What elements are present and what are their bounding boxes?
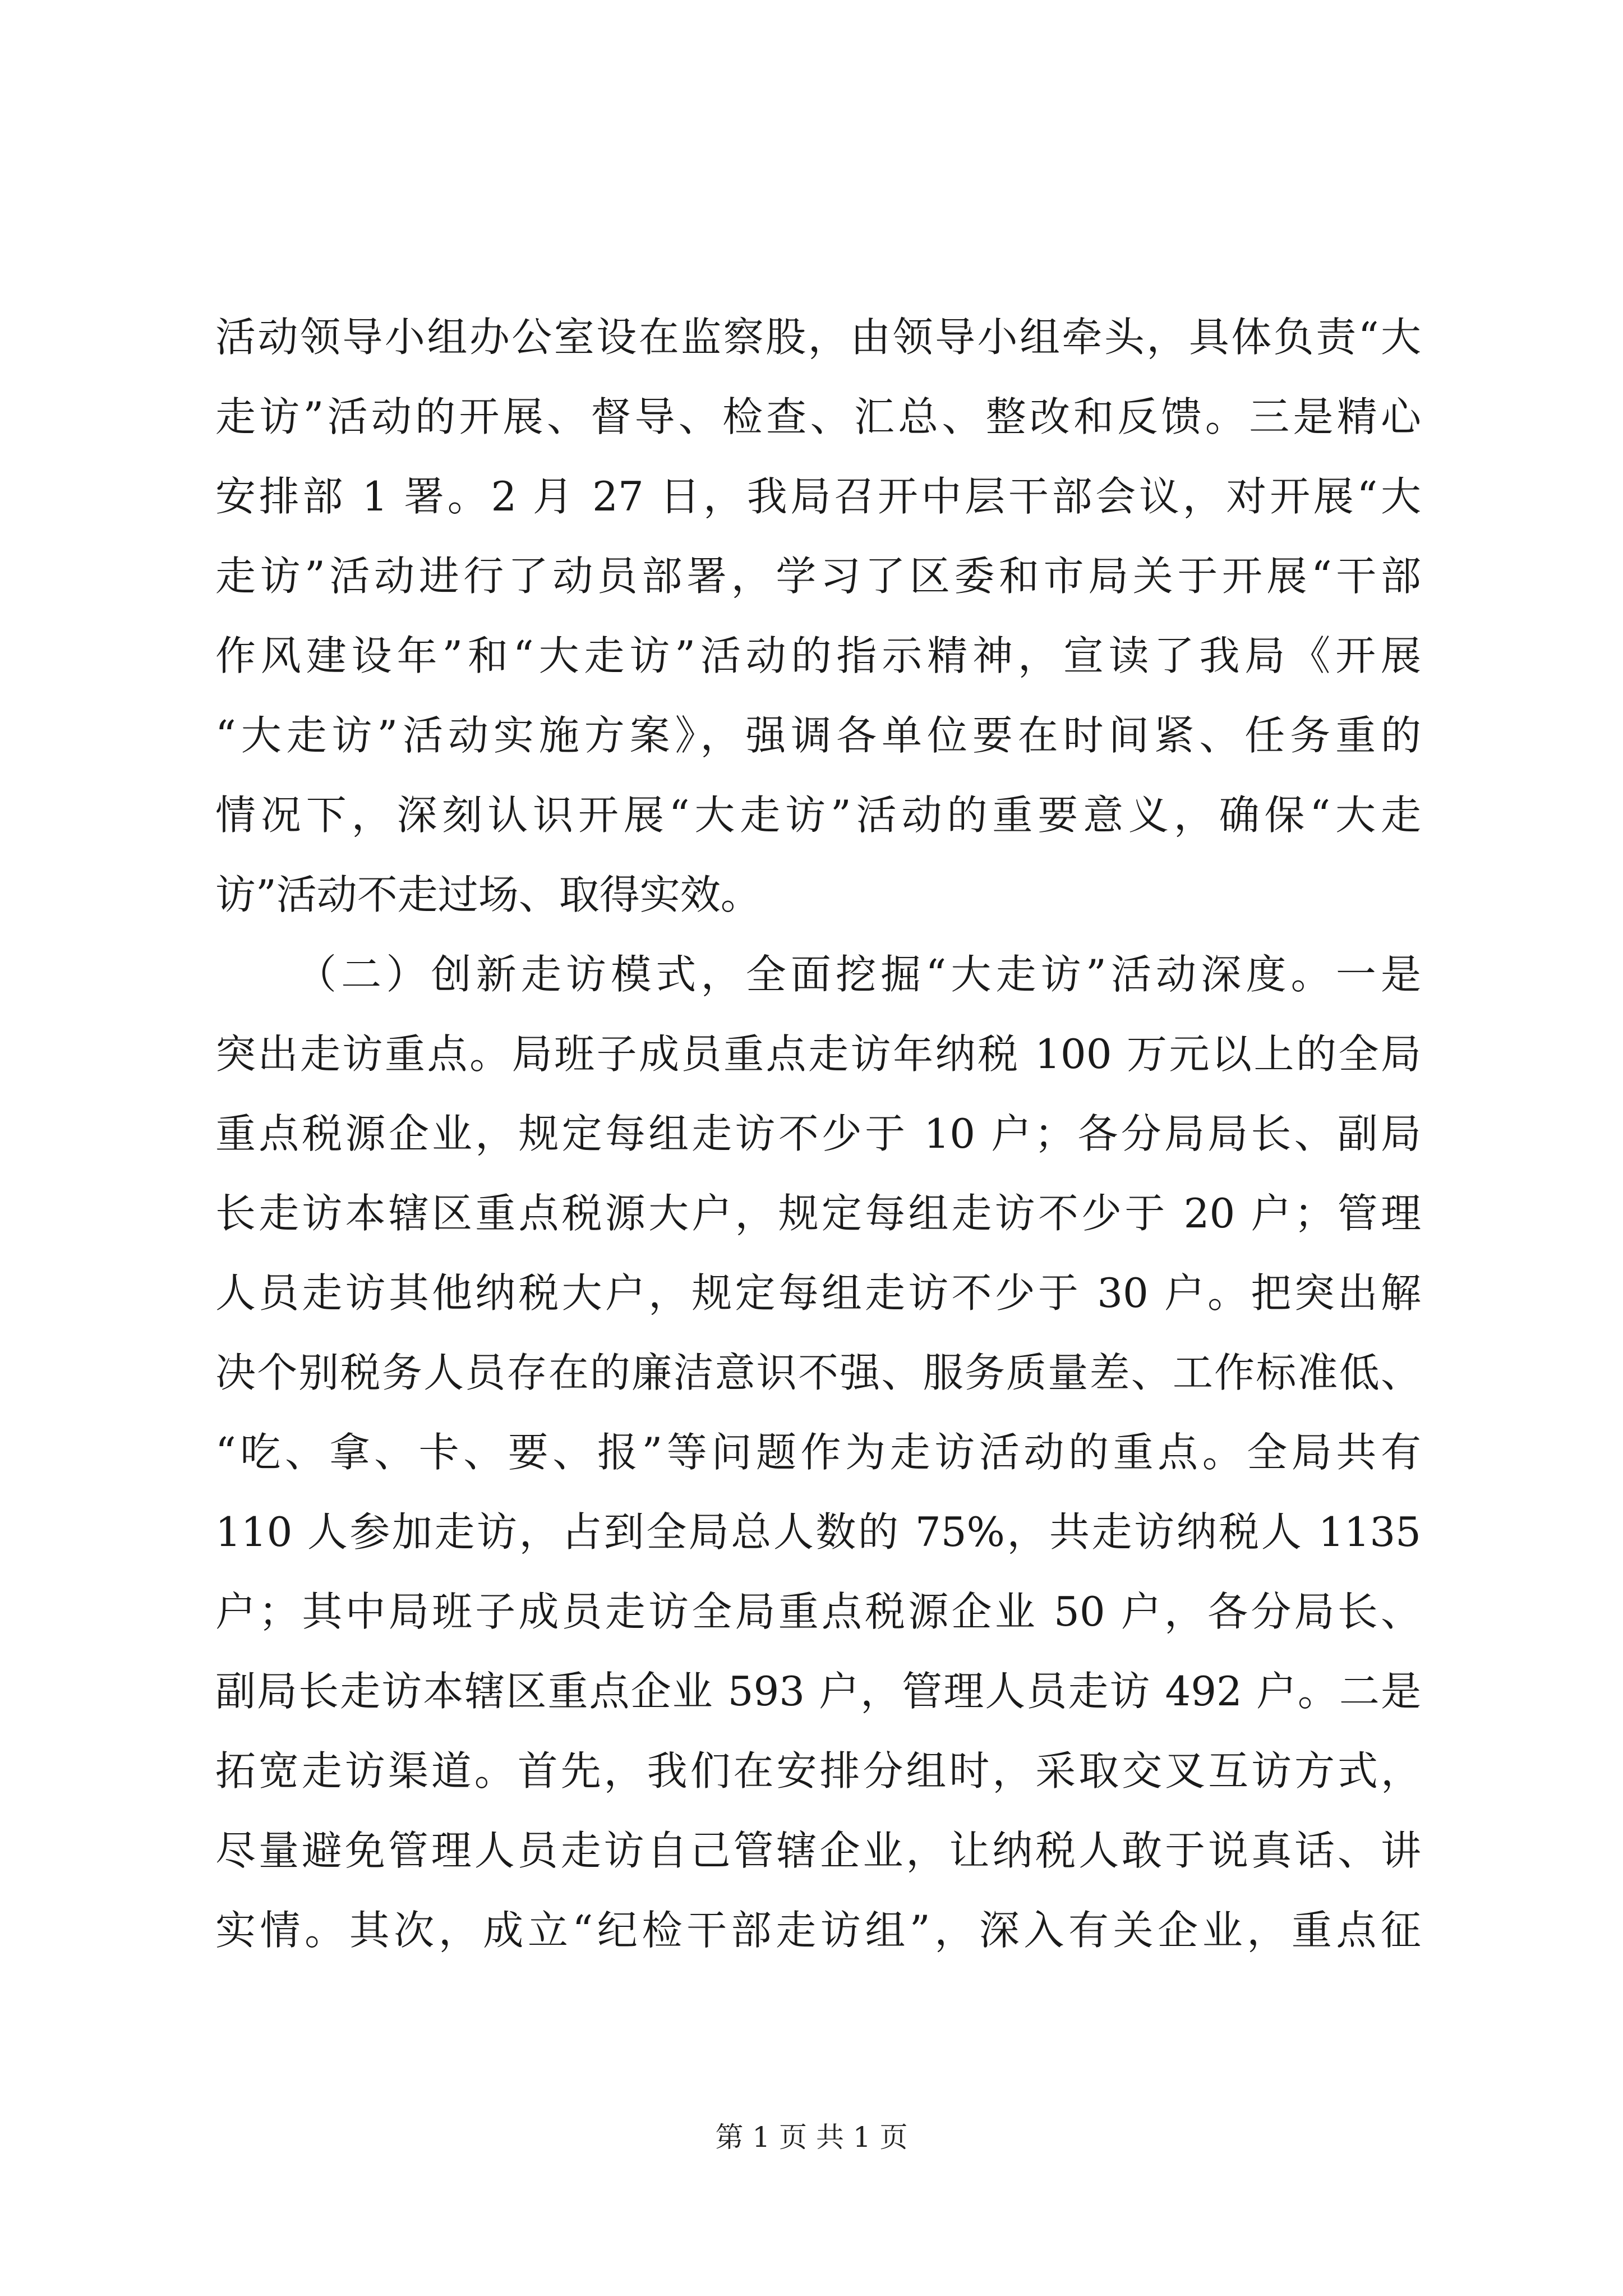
text-line: 重点税源企业，规定每组走访不少于 10 户；各分局局长、副局	[215, 1110, 1421, 1157]
text-line: “大走访”活动实施方案》，强调各单位要在时间紧、任务重的	[215, 712, 1421, 759]
text-line: 决个别税务人员存在的廉洁意识不强、服务质量差、工作标准低、	[215, 1349, 1421, 1396]
text-line: “吃、拿、卡、要、报”等问题作为走访活动的重点。全局共有	[215, 1429, 1421, 1476]
text-line: 110 人参加走访，占到全局总人数的 75%，共走访纳税人 1135	[215, 1508, 1421, 1556]
text-line: 拓宽走访渠道。首先，我们在安排分组时，采取交叉互访方式，	[215, 1747, 1421, 1795]
page-number-footer: 第 1 页 共 1 页	[715, 2121, 908, 2154]
text-line: 长走访本辖区重点税源大户，规定每组走访不少于 20 户；管理	[215, 1190, 1421, 1237]
text-line: 人员走访其他纳税大户，规定每组走访不少于 30 户。把突出解	[215, 1269, 1421, 1317]
text-line: 活动领导小组办公室设在监察股，由领导小组牵头，具体负责“大	[215, 314, 1421, 361]
text-line: 作风建设年”和“大走访”活动的指示精神，宣读了我局《开展	[215, 632, 1421, 679]
text-line: 访”活动不走过场、取得实效。	[215, 871, 761, 918]
text-line: 尽量避免管理人员走访自己管辖企业，让纳税人敢于说真话、讲	[215, 1827, 1421, 1874]
text-line: 情况下，深刻认识开展“大走访”活动的重要意义，确保“大走	[215, 792, 1421, 839]
text-line: 走访”活动的开展、督导、检查、汇总、整改和反馈。三是精心	[215, 393, 1421, 440]
text-line: 实情。其次，成立“纪检干部走访组”，深入有关企业，重点征	[215, 1907, 1421, 1954]
text-line: 突出走访重点。局班子成员重点走访年纳税 100 万元以上的全局	[215, 1030, 1421, 1078]
text-line: 走访”活动进行了动员部署，学习了区委和市局关于开展“干部	[215, 553, 1421, 600]
text-line: 户；其中局班子成员走访全局重点税源企业 50 户，各分局长、	[215, 1588, 1421, 1635]
text-line: 安排部 1 署。2 月 27 日，我局召开中层干部会议，对开展“大	[215, 473, 1421, 520]
text-line: 副局长走访本辖区重点企业 593 户，管理人员走访 492 户。二是	[215, 1668, 1421, 1715]
document-body	[215, 297, 1421, 1970]
paragraph-start-line: （二）创新走访模式，全面挖掘“大走访”活动深度。一是	[296, 951, 1421, 998]
